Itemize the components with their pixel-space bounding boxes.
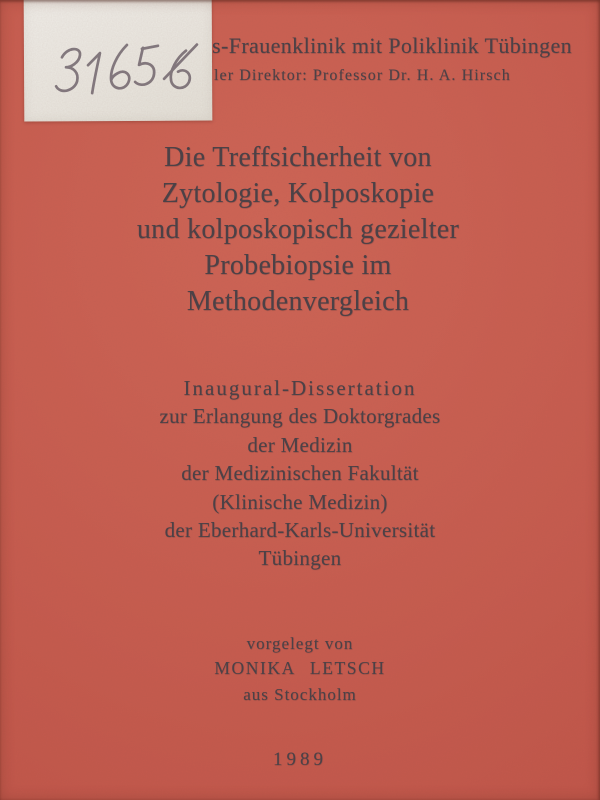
dissertation-line: Tübingen [258,546,342,571]
institution-line: s-Frauenklinik mit Poliklinik Tübingen [212,33,573,58]
library-label-sticker [24,0,213,121]
handwritten-number [50,34,200,99]
title-line: und kolposkopisch gezielter [136,214,460,245]
dissertation-line: der Eberhard-Karls-Universität [164,518,436,543]
dissertation-line: der Medizin [247,432,353,457]
dissertation-line: (Klinische Medizin) [212,489,388,514]
dissertation-line: Inaugural-Dissertation [183,376,417,400]
dissertation-line: zur Erlangung des Doktorgrades [159,404,441,429]
dissertation-line: der Medizinischen Fakultät [181,461,419,486]
title-line: Probebiopsie im [204,250,392,281]
title-line: Methodenvergleich [186,286,410,317]
publication-year: 1989 [273,749,327,770]
dissertation-block [0,374,600,573]
director-line: ler Direktor: Professor Dr. H. A. Hirsch [214,67,511,84]
title-line: Die Treffsicherheit von [164,142,432,173]
author-origin-line: aus Stockholm [243,685,357,704]
presented-by-line: vorgelegt von [246,634,354,653]
title-block [0,140,596,320]
title-line: Zytologie, Kolposkopie [161,178,435,209]
author-name: MONIKA LETSCH [214,658,386,678]
